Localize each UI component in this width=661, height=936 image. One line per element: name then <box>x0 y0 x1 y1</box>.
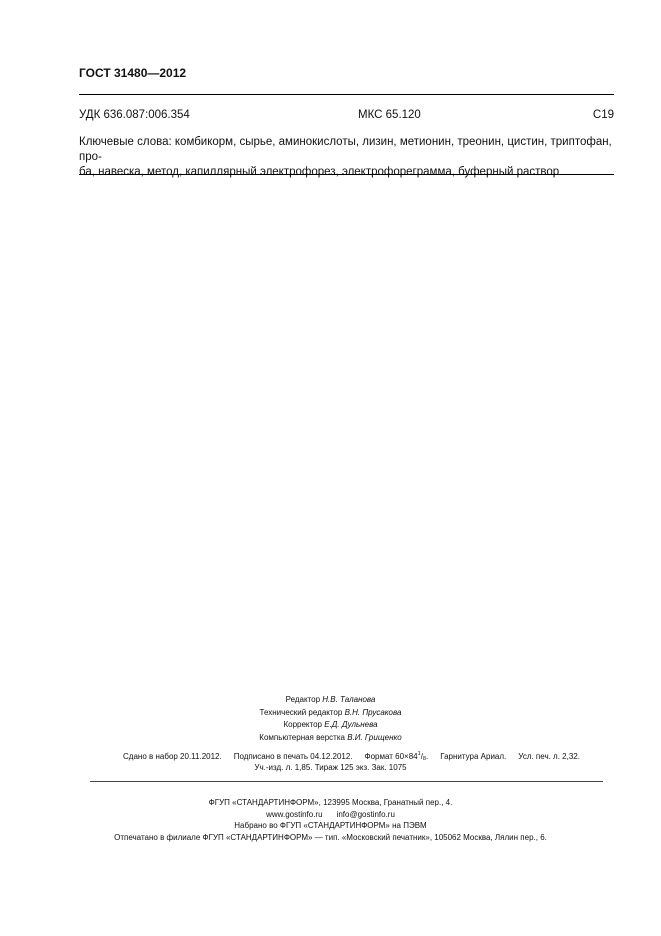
tech-editor-label: Технический редактор <box>259 707 343 717</box>
mks-code: МКС 65.120 <box>358 109 421 121</box>
corrector-name: Е.Д. Дульнева <box>324 720 378 730</box>
signed-date: Подписано в печать 04.12.2012. <box>233 752 353 761</box>
print-sheets: Усл. печ. л. 2,32. <box>518 752 580 761</box>
imprint-line-2 <box>0 763 661 772</box>
keywords-line-2: ба, навеска, метод, капиллярный электрофорез, электрофореграмма, буферный раствор <box>79 166 560 178</box>
udk-code: УДК 636.087:006.354 <box>79 109 190 121</box>
keywords-line-1: Ключевые слова: комбикорм, сырье, аминокислоты, лизин, метионин, треонин, цистин, триптофан, про- <box>79 136 612 163</box>
keywords-divider <box>79 174 614 175</box>
corrector-row <box>0 719 661 732</box>
layout-name: В.И. Грищенко <box>347 733 402 743</box>
publisher-contacts <box>0 809 661 821</box>
paper-format-numerator: 1 <box>417 751 421 757</box>
paper-format-base: Формат 60×84 <box>364 752 418 761</box>
printing-note: Отпечатано в филиале ФГУП «СТАНДАРТИНФОРМ» — тип. «Московский печатник», 105062 Москва, Лялин пер., 6. <box>114 832 547 842</box>
editor-label: Редактор <box>285 695 321 704</box>
publisher-sheets: Уч.-изд. л. 1,85. <box>254 763 313 772</box>
okstu-code: С19 <box>592 109 614 121</box>
order-number: Зак. 1075 <box>371 763 407 772</box>
paper-format-denominator: 8 <box>422 756 426 762</box>
editor-name: Н.В. Таланова <box>322 695 376 704</box>
editor-row <box>0 694 661 707</box>
submitted-date: Сдано в набор 20.11.2012. <box>123 752 222 761</box>
publisher-block <box>0 797 661 843</box>
layout-label: Компьютерная верстка <box>259 733 345 743</box>
tech-editor-row <box>0 707 661 720</box>
publisher-website: www.gostinfo.ru <box>266 809 323 819</box>
top-divider <box>79 94 614 95</box>
circulation: Тираж 125 экз. <box>314 763 370 772</box>
standard-number: ГОСТ 31480—2012 <box>79 66 187 80</box>
publisher-address: ФГУП «СТАНДАРТИНФОРМ», 123995 Москва, Гранатный пер., 4. <box>208 798 453 807</box>
imprint-line-1 <box>0 751 661 762</box>
paper-format: Формат $60\times 84^1/_8$. <box>364 751 429 762</box>
layout-row <box>0 732 661 745</box>
corrector-label: Корректор <box>283 720 322 730</box>
publisher-email: info@gostinfo.ru <box>336 809 395 819</box>
classification-row <box>79 109 614 125</box>
typeset-note: Набрано во ФГУП «СТАНДАРТИНФОРМ» на ПЭВМ <box>234 821 427 830</box>
credits-block <box>0 694 661 745</box>
imprint-divider <box>90 781 603 782</box>
typeface: Гарнитура Ариал. <box>440 752 507 761</box>
tech-editor-name: В.Н. Прусакова <box>344 707 402 717</box>
